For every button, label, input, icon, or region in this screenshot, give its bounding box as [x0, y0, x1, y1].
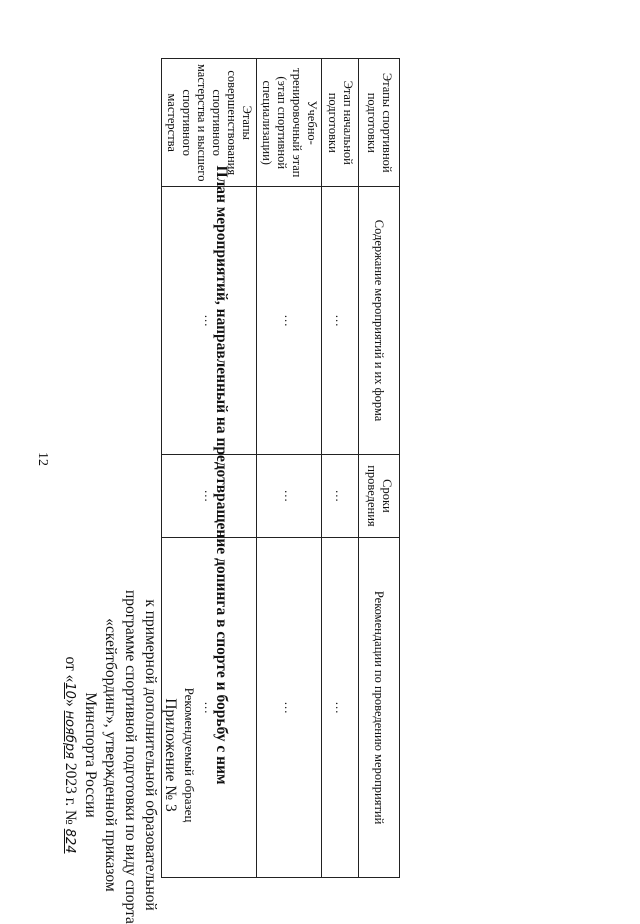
table-cell: …: [162, 187, 257, 454]
table-cell: …: [322, 538, 359, 878]
appendix-title: Приложение № 3: [162, 698, 179, 812]
table-cell: Учебно-тренировочный этап (этап спортивной специализации): [257, 59, 322, 187]
table-cell: …: [257, 538, 322, 878]
page-number: 12: [35, 452, 50, 466]
table-cell: …: [162, 454, 257, 538]
appendix-line: «скейтбординг», утвержденной приказом: [102, 618, 119, 892]
table-cell: Этапы совершенствования спортивного мастерства и высшего спортивного мастерства: [162, 59, 257, 187]
recommended-sample-label: Рекомендуемый образец: [182, 687, 197, 823]
appendix-line: Минспорта России: [82, 692, 99, 818]
table-row: [162, 59, 257, 878]
table-cell: …: [257, 187, 322, 454]
column-header: Сроки проведения: [359, 454, 400, 538]
appendix-line: к примерной дополнительной образовательной: [142, 599, 159, 911]
table-cell: …: [322, 187, 359, 454]
table-row: [257, 59, 322, 878]
table-cell: Этап начальной подготовки: [322, 59, 359, 187]
table-cell: …: [257, 454, 322, 538]
date-year: 2023 г. №: [62, 758, 79, 829]
appendix-line: программе спортивной подготовки по виду спорта: [122, 590, 139, 924]
column-header: Этапы спортивной подготовки: [359, 59, 400, 187]
column-header: Содержание мероприятий и их форма: [359, 187, 400, 454]
table-header-row: [359, 59, 400, 878]
order-number: 824: [62, 828, 77, 854]
table-cell: …: [322, 454, 359, 538]
table-cell: …: [162, 538, 257, 878]
activity-plan-table: [161, 58, 400, 878]
document-title: План мероприятий, направленный на предотвращение допинга в спорте и борьбу с ним: [213, 165, 230, 785]
date-day: 10: [62, 682, 77, 699]
table-row: [322, 59, 359, 878]
date-month: ноября: [62, 710, 77, 759]
date-prefix: от «: [62, 656, 79, 683]
order-date-line: [59, 590, 80, 920]
date-mid: »: [62, 698, 79, 711]
column-header: Рекомендации по проведению мероприятий: [359, 538, 400, 878]
